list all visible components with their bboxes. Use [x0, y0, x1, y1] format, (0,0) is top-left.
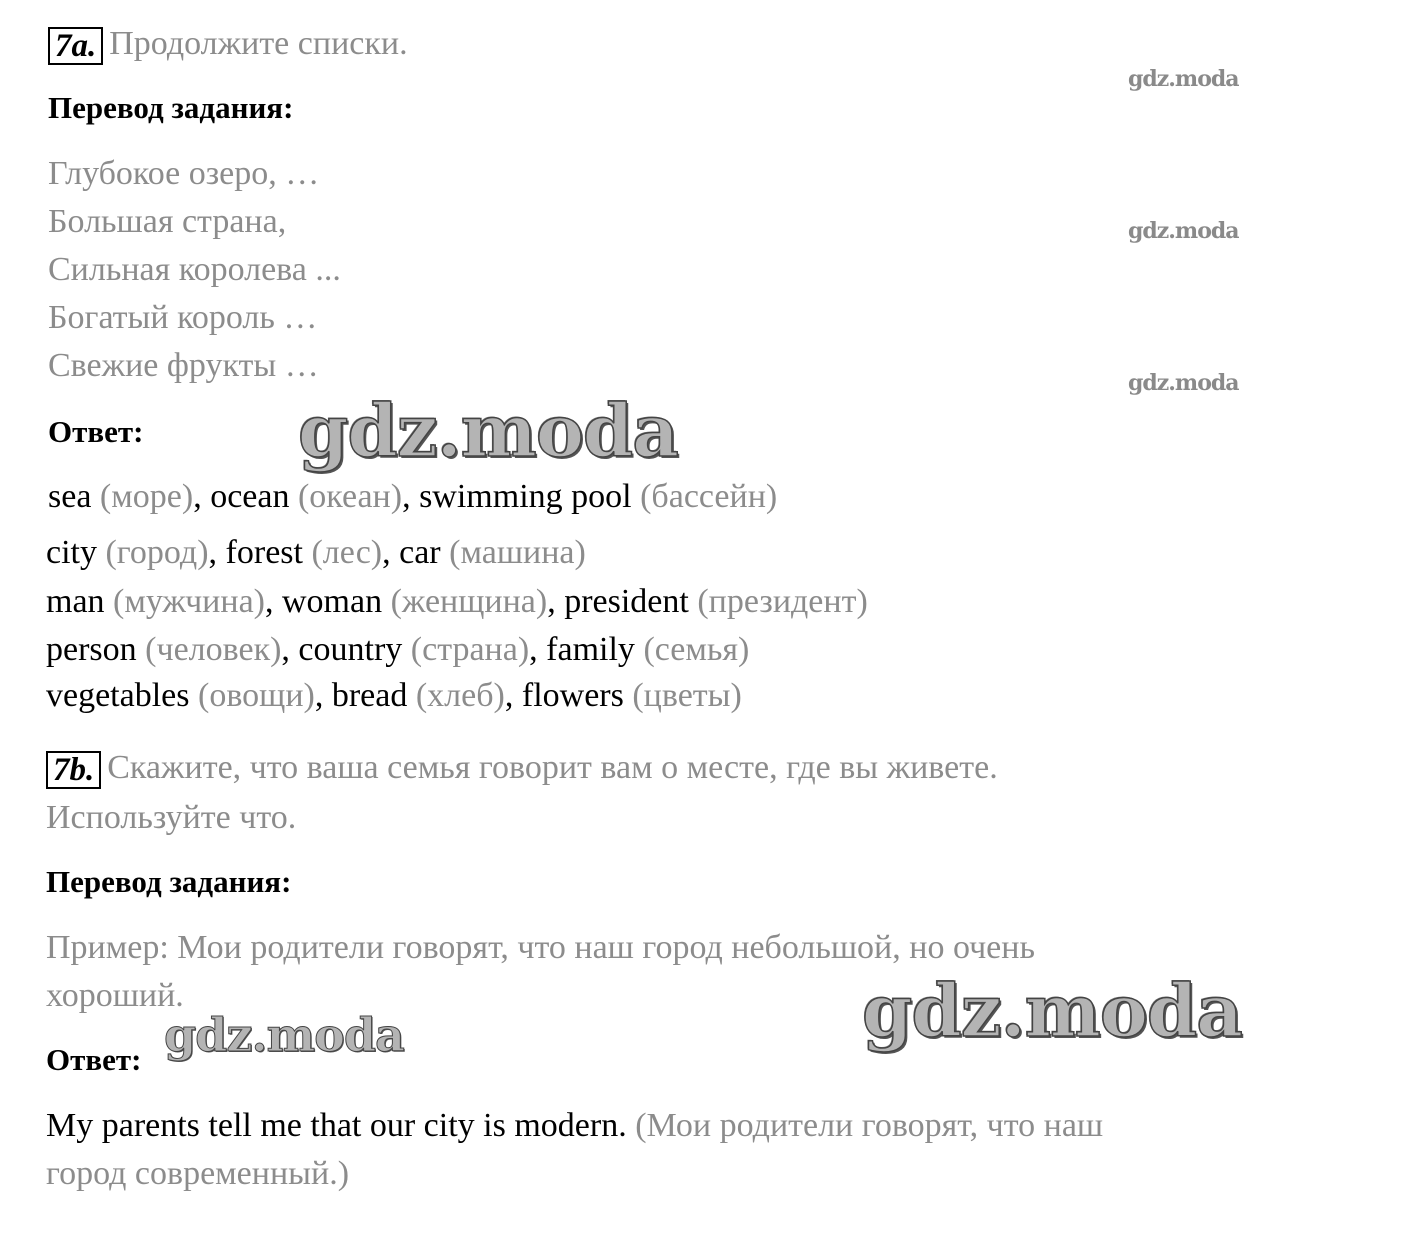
answer-word-ru: (море): [99, 478, 194, 515]
answer-word-ru: (овощи): [198, 677, 315, 714]
answer-word-ru: (мужчина): [113, 583, 265, 620]
answer-line: man (мужчина), woman (женщина), president (президент): [46, 583, 868, 620]
answer-word-ru: (страна): [410, 631, 530, 668]
watermark: gdz.moda: [1128, 218, 1239, 244]
answer-word-ru: (океан): [297, 478, 403, 515]
watermark: gdz.moda: [1128, 370, 1239, 396]
answer-word-en: city: [46, 534, 97, 571]
answer-word-en: car: [399, 534, 441, 571]
task-7b-instruction: Скажите, что ваша семья говорит вам о месте, где вы живете.: [107, 749, 998, 786]
task-7b-example-line2: хороший.: [46, 977, 184, 1014]
answer-word-ru: (президент): [697, 583, 868, 620]
task-7b-number: 7b.: [46, 751, 101, 789]
answer-line: person (человек), country (страна), family (семья): [46, 631, 750, 668]
answer-line: vegetables (овощи), bread (хлеб), flowers (цветы): [46, 677, 742, 714]
task-7a-answer-heading: Ответ:: [48, 414, 144, 449]
watermark: gdz.moda: [164, 1008, 404, 1062]
answer-word-en: vegetables: [46, 677, 190, 714]
task-7b-header: [46, 748, 998, 789]
answer-line: city (город), forest (лес), car (машина): [46, 534, 586, 571]
watermark: gdz.moda: [862, 968, 1242, 1053]
task-7a-translation-line: Большая страна,: [48, 203, 287, 240]
answer-word-en: swimming pool: [419, 478, 632, 515]
task-7a-translation-line: Сильная королева ...: [48, 251, 341, 288]
answer-word-en: bread: [331, 677, 408, 714]
task-7a-translation-heading: Перевод задания:: [48, 90, 294, 125]
task-7b-answer-line1: [46, 1106, 1103, 1146]
answer-word-ru: (машина): [449, 534, 586, 571]
answer-word-en: woman: [281, 583, 383, 620]
answer-word-ru: (цветы): [632, 677, 742, 714]
answer-word-ru: (город): [105, 534, 209, 571]
answer-word-en: ocean: [210, 478, 290, 515]
answer-word-en: president: [564, 583, 689, 620]
task-7b-example-line1: Пример: Мои родители говорят, что наш город небольшой, но очень: [46, 929, 1035, 966]
answer-word-ru: (хлеб): [415, 677, 505, 714]
answer-line: sea (море), ocean (океан), swimming pool (бассейн): [48, 478, 778, 515]
task-7b-answer-line2: город современный.): [46, 1155, 350, 1192]
task-7b-instruction-line2: Используйте что.: [46, 799, 297, 836]
answer-word-ru: (человек): [145, 631, 282, 668]
answer-word-en: forest: [225, 534, 303, 571]
answer-text-en: My parents tell me that our city is modern.: [46, 1107, 627, 1144]
task-7a-header: [48, 24, 408, 65]
answer-word-ru: (женщина): [390, 583, 548, 620]
watermark: gdz.moda: [1128, 66, 1239, 92]
task-7b-translation-heading: Перевод задания:: [46, 864, 292, 899]
task-7a-number: 7a.: [48, 27, 103, 65]
answer-word-en: family: [546, 631, 635, 668]
answer-word-en: country: [298, 631, 403, 668]
task-7a-translation-line: Свежие фрукты …: [48, 347, 319, 384]
answer-word-en: sea: [48, 478, 92, 515]
task-7a-instruction: Продолжите списки.: [109, 25, 408, 62]
answer-word-en: flowers: [521, 677, 624, 714]
answer-word-en: person: [46, 631, 137, 668]
task-7a-translation-line: Глубокое озеро, …: [48, 155, 320, 192]
task-7a-translation-line: Богатый король …: [48, 299, 318, 336]
answer-word-en: man: [46, 583, 105, 620]
watermark: gdz.moda: [298, 388, 678, 473]
answer-word-ru: (семья): [643, 631, 750, 668]
answer-text-ru: (Мои родители говорят, что наш: [635, 1107, 1104, 1144]
answer-word-ru: (бассейн): [640, 478, 778, 515]
answer-word-ru: (лес): [311, 534, 383, 571]
task-7b-answer-heading: Ответ:: [46, 1042, 142, 1077]
